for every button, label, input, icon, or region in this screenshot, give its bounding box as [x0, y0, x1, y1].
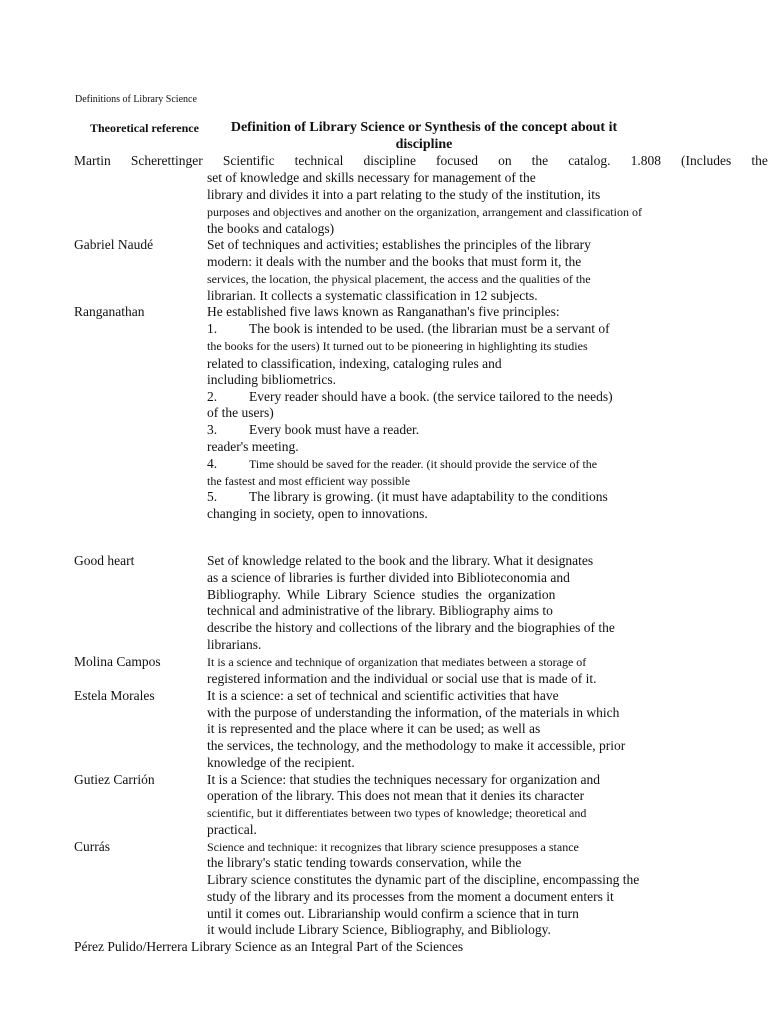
definition-line: as a science of libraries is further divided into Biblioteconomia and — [207, 570, 570, 585]
word: catalog. — [568, 153, 611, 168]
definition-line: librarian. It collects a systematic classification in 12 subjects. — [207, 288, 538, 303]
definition-line: librarians. — [207, 637, 262, 652]
definition-line: Set of knowledge related to the book and the library. What it designates — [207, 553, 594, 568]
numbered-law-1 — [207, 321, 610, 338]
definition-line: technical and administrative of the library. Bibliography aims to — [207, 603, 553, 618]
definition-line: He established five laws known as Ranganathan's five principles: — [207, 304, 560, 319]
closing-line: Pérez Pulido/Herrera Library Science as an Integral Part of the Sciences — [74, 939, 464, 954]
definition-line: knowledge of the recipient. — [207, 755, 355, 770]
definition-line: practical. — [207, 822, 257, 837]
definition-line: it is represented and the place where it can be used; as well as — [207, 721, 541, 736]
word: Martin — [74, 153, 111, 168]
word: Scherettinger — [130, 153, 203, 168]
definition-line: related to classification, indexing, cataloging rules and — [207, 356, 502, 371]
author-curras: Currás — [74, 839, 110, 854]
law-number: 3. — [207, 422, 218, 437]
definition-line: Set of techniques and activities; establishes the principles of the library — [207, 237, 591, 252]
row-scherettinger-first-line — [74, 153, 768, 170]
definition-line: modern: it deals with the number and the books that must form it, the — [207, 254, 582, 269]
definition-line: including bibliometrics. — [207, 372, 336, 387]
definition-line: the books for the users) It turned out to be pioneering in highlighting its studies — [207, 339, 588, 353]
definition-line: with the purpose of understanding the information, of the materials in which — [207, 705, 620, 720]
author-estela-morales: Estela Morales — [74, 688, 155, 703]
definition-line: reader's meeting. — [207, 439, 299, 454]
law-text: The book is intended to be used. (the librarian must be a servant of — [249, 321, 610, 336]
definition-line: describe the history and collections of the library and the biographies of the — [207, 620, 615, 635]
word: the — [751, 153, 768, 168]
numbered-law-3 — [207, 422, 419, 439]
word: on — [498, 153, 512, 168]
definition-line: library and divides it into a part relating to the study of the institution, its — [207, 187, 601, 202]
word: (Includes — [681, 153, 732, 168]
law-number: 5. — [207, 489, 218, 504]
word: 1.808 — [630, 153, 661, 168]
word: Scientific — [222, 153, 275, 168]
word: technical — [294, 153, 344, 168]
definition-line: Science and technique: it recognizes that library science presupposes a stance — [207, 840, 579, 854]
header-definition: Definition of Library Science or Synthesis of the concept about it discipline — [230, 120, 618, 152]
author-good-heart: Good heart — [74, 553, 135, 568]
numbered-law-2 — [207, 389, 613, 406]
author-naude: Gabriel Naudé — [74, 237, 154, 252]
definition-line: operation of the library. This does not mean that it denies its character — [207, 788, 585, 803]
word: focused — [436, 153, 478, 168]
definition-line: the services, the technology, and the methodology to make it accessible, prior — [207, 738, 626, 753]
definition-line: It is a science and technique of organization that mediates between a storage of — [207, 655, 587, 669]
table-caption: Definitions of Library Science — [75, 94, 197, 105]
law-text: The library is growing. (it must have adaptability to the conditions — [249, 489, 608, 504]
definition-line: It is a Science: that studies the techniques necessary for organization and — [207, 772, 600, 787]
definition-line: study of the library and its processes from the moment a document enters it — [207, 889, 614, 904]
law-number: 2. — [207, 389, 218, 404]
author-ranganathan: Ranganathan — [74, 304, 145, 319]
definition-line: it would include Library Science, Bibliography, and Bibliology. — [207, 922, 551, 937]
definition-line: It is a science: a set of technical and scientific activities that have — [207, 688, 559, 703]
law-text: Every reader should have a book. (the service tailored to the needs) — [249, 389, 613, 404]
numbered-law-4 — [207, 456, 597, 473]
header-theoretical-reference: Theoretical reference — [90, 121, 199, 135]
definition-line: set of knowledge and skills necessary for management of the — [207, 170, 536, 185]
definition-line: until it comes out. Librarianship would confirm a science that in turn — [207, 906, 579, 921]
definition-line: scientific, but it differentiates between two types of knowledge; theoretical and — [207, 806, 587, 820]
word: discipline — [363, 153, 416, 168]
law-number: 1. — [207, 321, 218, 336]
word: the — [531, 153, 549, 168]
definition-line: services, the location, the physical placement, the access and the qualities of the — [207, 272, 591, 286]
definition-line: the library's static tending towards conservation, while the — [207, 855, 522, 870]
definition-line: the fastest and most efficient way possible — [207, 474, 411, 488]
author-molina-campos: Molina Campos — [74, 654, 161, 669]
definition-line: the books and catalogs) — [207, 221, 335, 236]
law-number: 4. — [207, 456, 218, 471]
numbered-law-5 — [207, 489, 608, 506]
definition-line: of the users) — [207, 405, 274, 420]
definition-line: Library science constitutes the dynamic part of the discipline, encompassing the — [207, 872, 640, 887]
definition-line: Bibliography. While Library Science studies the organization — [207, 587, 556, 602]
definition-line: changing in society, open to innovations. — [207, 506, 428, 521]
law-text: Every book must have a reader. — [249, 422, 420, 437]
definition-line: registered information and the individual or social use that is made of it. — [207, 671, 597, 686]
law-text: Time should be saved for the reader. (it should provide the service of the — [249, 457, 598, 471]
author-gutiez-carrion: Gutiez Carrión — [74, 772, 155, 787]
definition-line: purposes and objectives and another on the organization, arrangement and classification of — [207, 205, 642, 219]
